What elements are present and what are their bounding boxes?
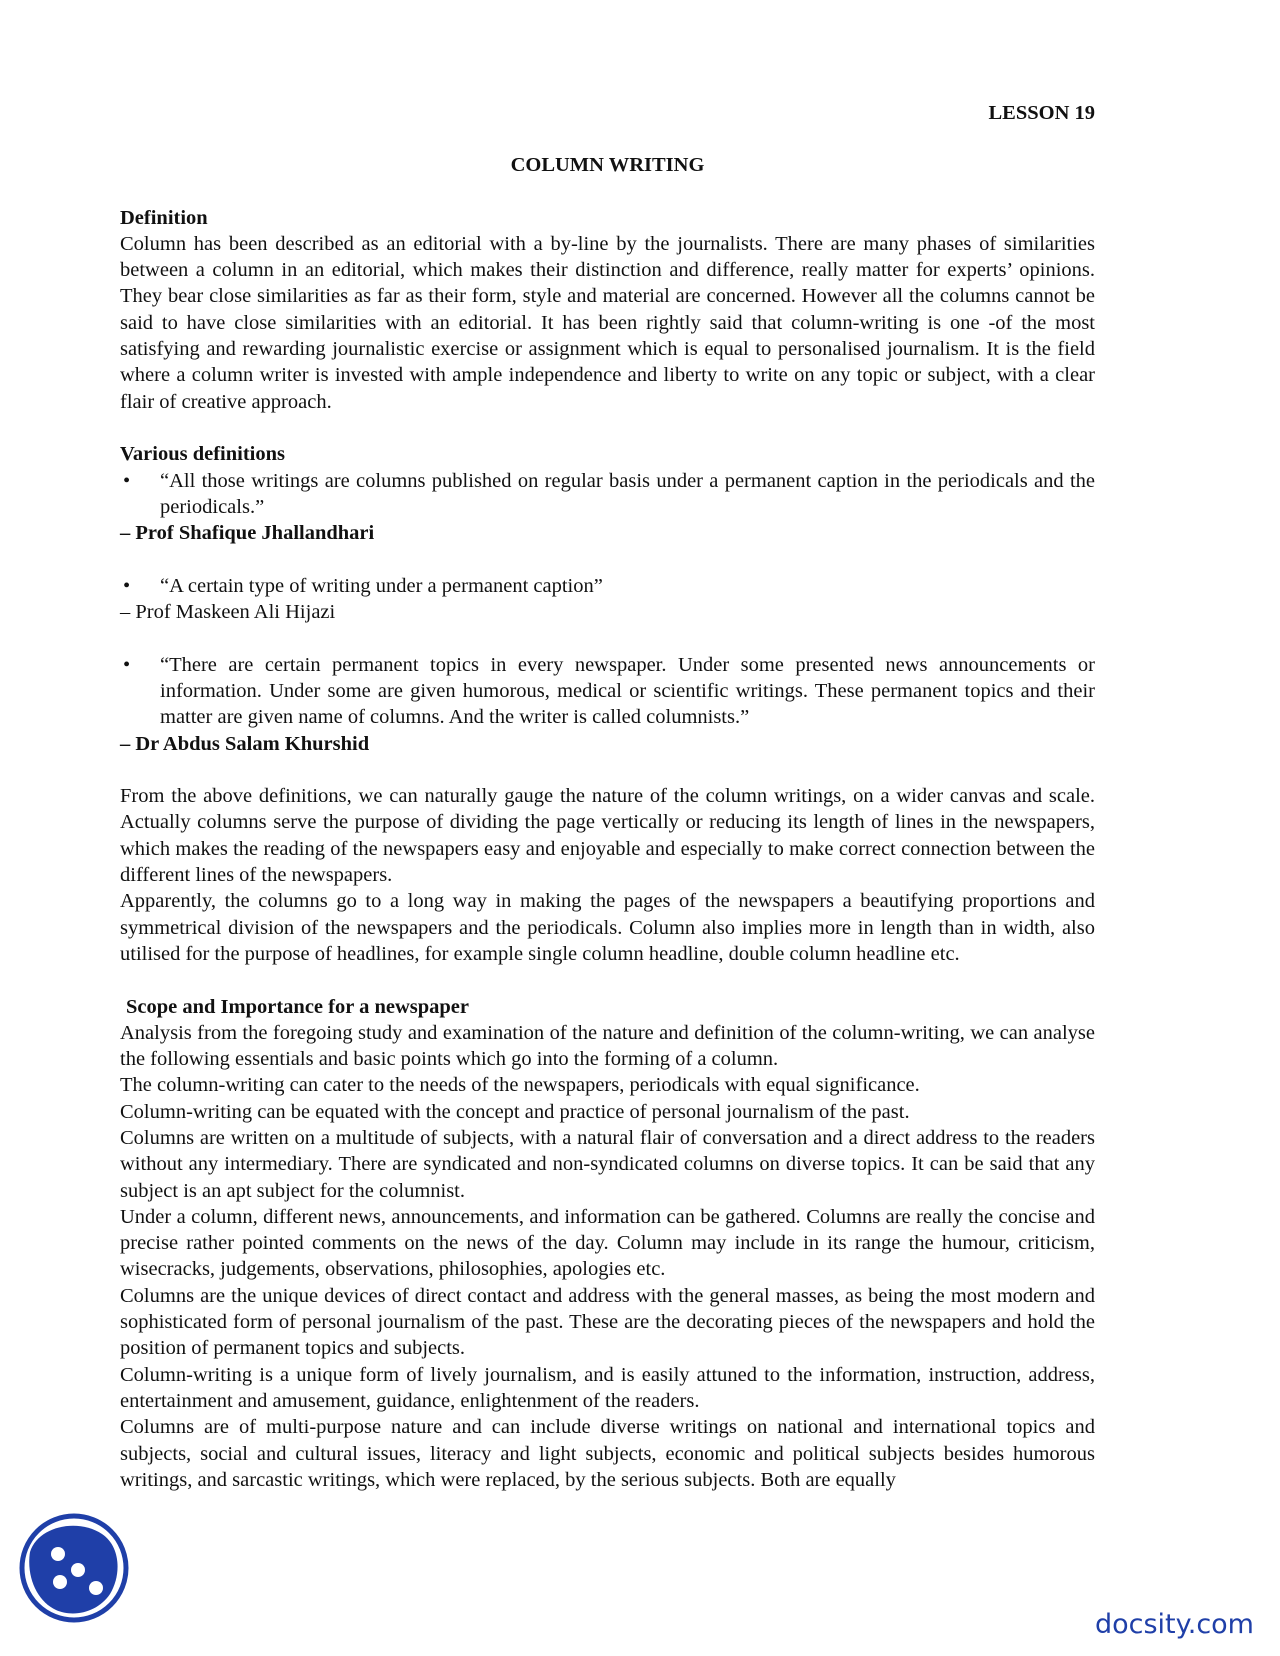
scope-paragraph: Analysis from the foregoing study and examination of the nature and definition of the column-writing, we can analyse the following essentials and basic points which go into the forming of a column. xyxy=(120,1021,1095,1071)
scope-paragraph: Columns are written on a multitude of subjects, with a natural flair of conversation and a direct address to the readers without any intermediary. There are syndicated and non-syndicated columns on diverse topics. It can be said that any subject is an apt subject for the columnist. xyxy=(120,1126,1095,1202)
various-definitions-heading: Various definitions xyxy=(120,443,285,466)
bullet-icon: • xyxy=(123,653,131,676)
definition-quote-2 xyxy=(120,573,1095,599)
quote-text: “A certain type of writing under a permanent caption” xyxy=(160,574,603,597)
definition-quote-1 xyxy=(120,468,1095,521)
scope-paragraph: Under a column, different news, announcements, and information can be gathered. Columns are really the concise and precise rather pointed comments on the news of the day. Column may include in its range the humour, criticism, wisecracks, judgements, observations, philosophies, apologies etc. xyxy=(120,1205,1095,1281)
quote-attribution: – Dr Abdus Salam Khurshid xyxy=(120,732,370,755)
quote-text: “There are certain permanent topics in every newspaper. Under some presented news announcements or information. Under some are given humorous, medical or scientific writings. These permanent topics and their matter are given name of columns. And the writer is called columnists.” xyxy=(160,653,1095,729)
bullet-icon: • xyxy=(123,574,131,597)
docsity-logo-icon xyxy=(18,1512,130,1624)
quote-text: “All those writings are columns published on regular basis under a permanent caption in the periodicals and the periodicals.” xyxy=(160,469,1095,518)
body-paragraph: From the above definitions, we can naturally gauge the nature of the column writings, on a wider canvas and scale. Actually columns serve the purpose of dividing the page vertically or reducing its length of lines in the newspapers, which makes the reading of the newspapers easy and enjoyable and especially to make correct connection between the different lines of the newspapers. xyxy=(120,785,1095,887)
scope-paragraph: Column-writing is a unique form of lively journalism, and is easily attuned to the information, instruction, address, entertainment and amusement, guidance, enlightenment of the readers. xyxy=(120,1363,1095,1412)
bullet-icon: • xyxy=(123,469,131,492)
page-title: COLUMN WRITING xyxy=(510,154,705,177)
scope-paragraph: Column-writing can be equated with the concept and practice of personal journalism of the past. xyxy=(120,1100,910,1123)
definition-heading: Definition xyxy=(120,206,208,229)
body-paragraph: Apparently, the columns go to a long way in making the pages of the newspapers a beautifying proportions and symmetrical division of the newspapers and the periodicals. Column also implies more in length than in width, also utilised for the purpose of headlines, for example single column headline, double column headline etc. xyxy=(120,890,1095,965)
document-page xyxy=(120,100,1095,1493)
definition-paragraph: Column has been described as an editorial with a by-line by the journalists. There are many phases of similarities between a column in an editorial, which makes their distinction and difference, really matter for experts’ opinions. They bear close similarities as far as their form, style and material are concerned. However all the columns cannot be said to have close similarities with an editorial. It has been rightly said that column-writing is one -of the most satisfying and rewarding journalistic exercise or assignment which is equal to personalised journalism. It is the field where a column writer is invested with ample independence and liberty to write on any topic or subject, with a clear flair of creative approach. xyxy=(120,232,1095,413)
quote-attribution: – Prof Shafique Jhallandhari xyxy=(120,522,375,545)
scope-heading: Scope and Importance for a newspaper xyxy=(126,995,469,1018)
lesson-number: LESSON 19 xyxy=(988,102,1095,124)
scope-paragraph: Columns are of multi-purpose nature and can include diverse writings on national and international topics and subjects, social and cultural issues, literacy and light subjects, economic and political subjects besides humorous writings, and sarcastic writings, which were replaced, by the serious subjects. Both are equally xyxy=(120,1416,1095,1491)
docsity-watermark[interactable]: docsity.com xyxy=(1094,1609,1254,1640)
scope-paragraph: Columns are the unique devices of direct contact and address with the general masses, as being the most modern and sophisticated form of personal journalism of the past. These are the decorating pieces of the newspapers and hold the position of permanent topics and subjects. xyxy=(120,1284,1095,1360)
scope-paragraph: The column-writing can cater to the needs of the newspapers, periodicals with equal significance. xyxy=(120,1074,920,1097)
definition-quote-3 xyxy=(120,652,1095,731)
quote-attribution: – Prof Maskeen Ali Hijazi xyxy=(120,601,336,624)
